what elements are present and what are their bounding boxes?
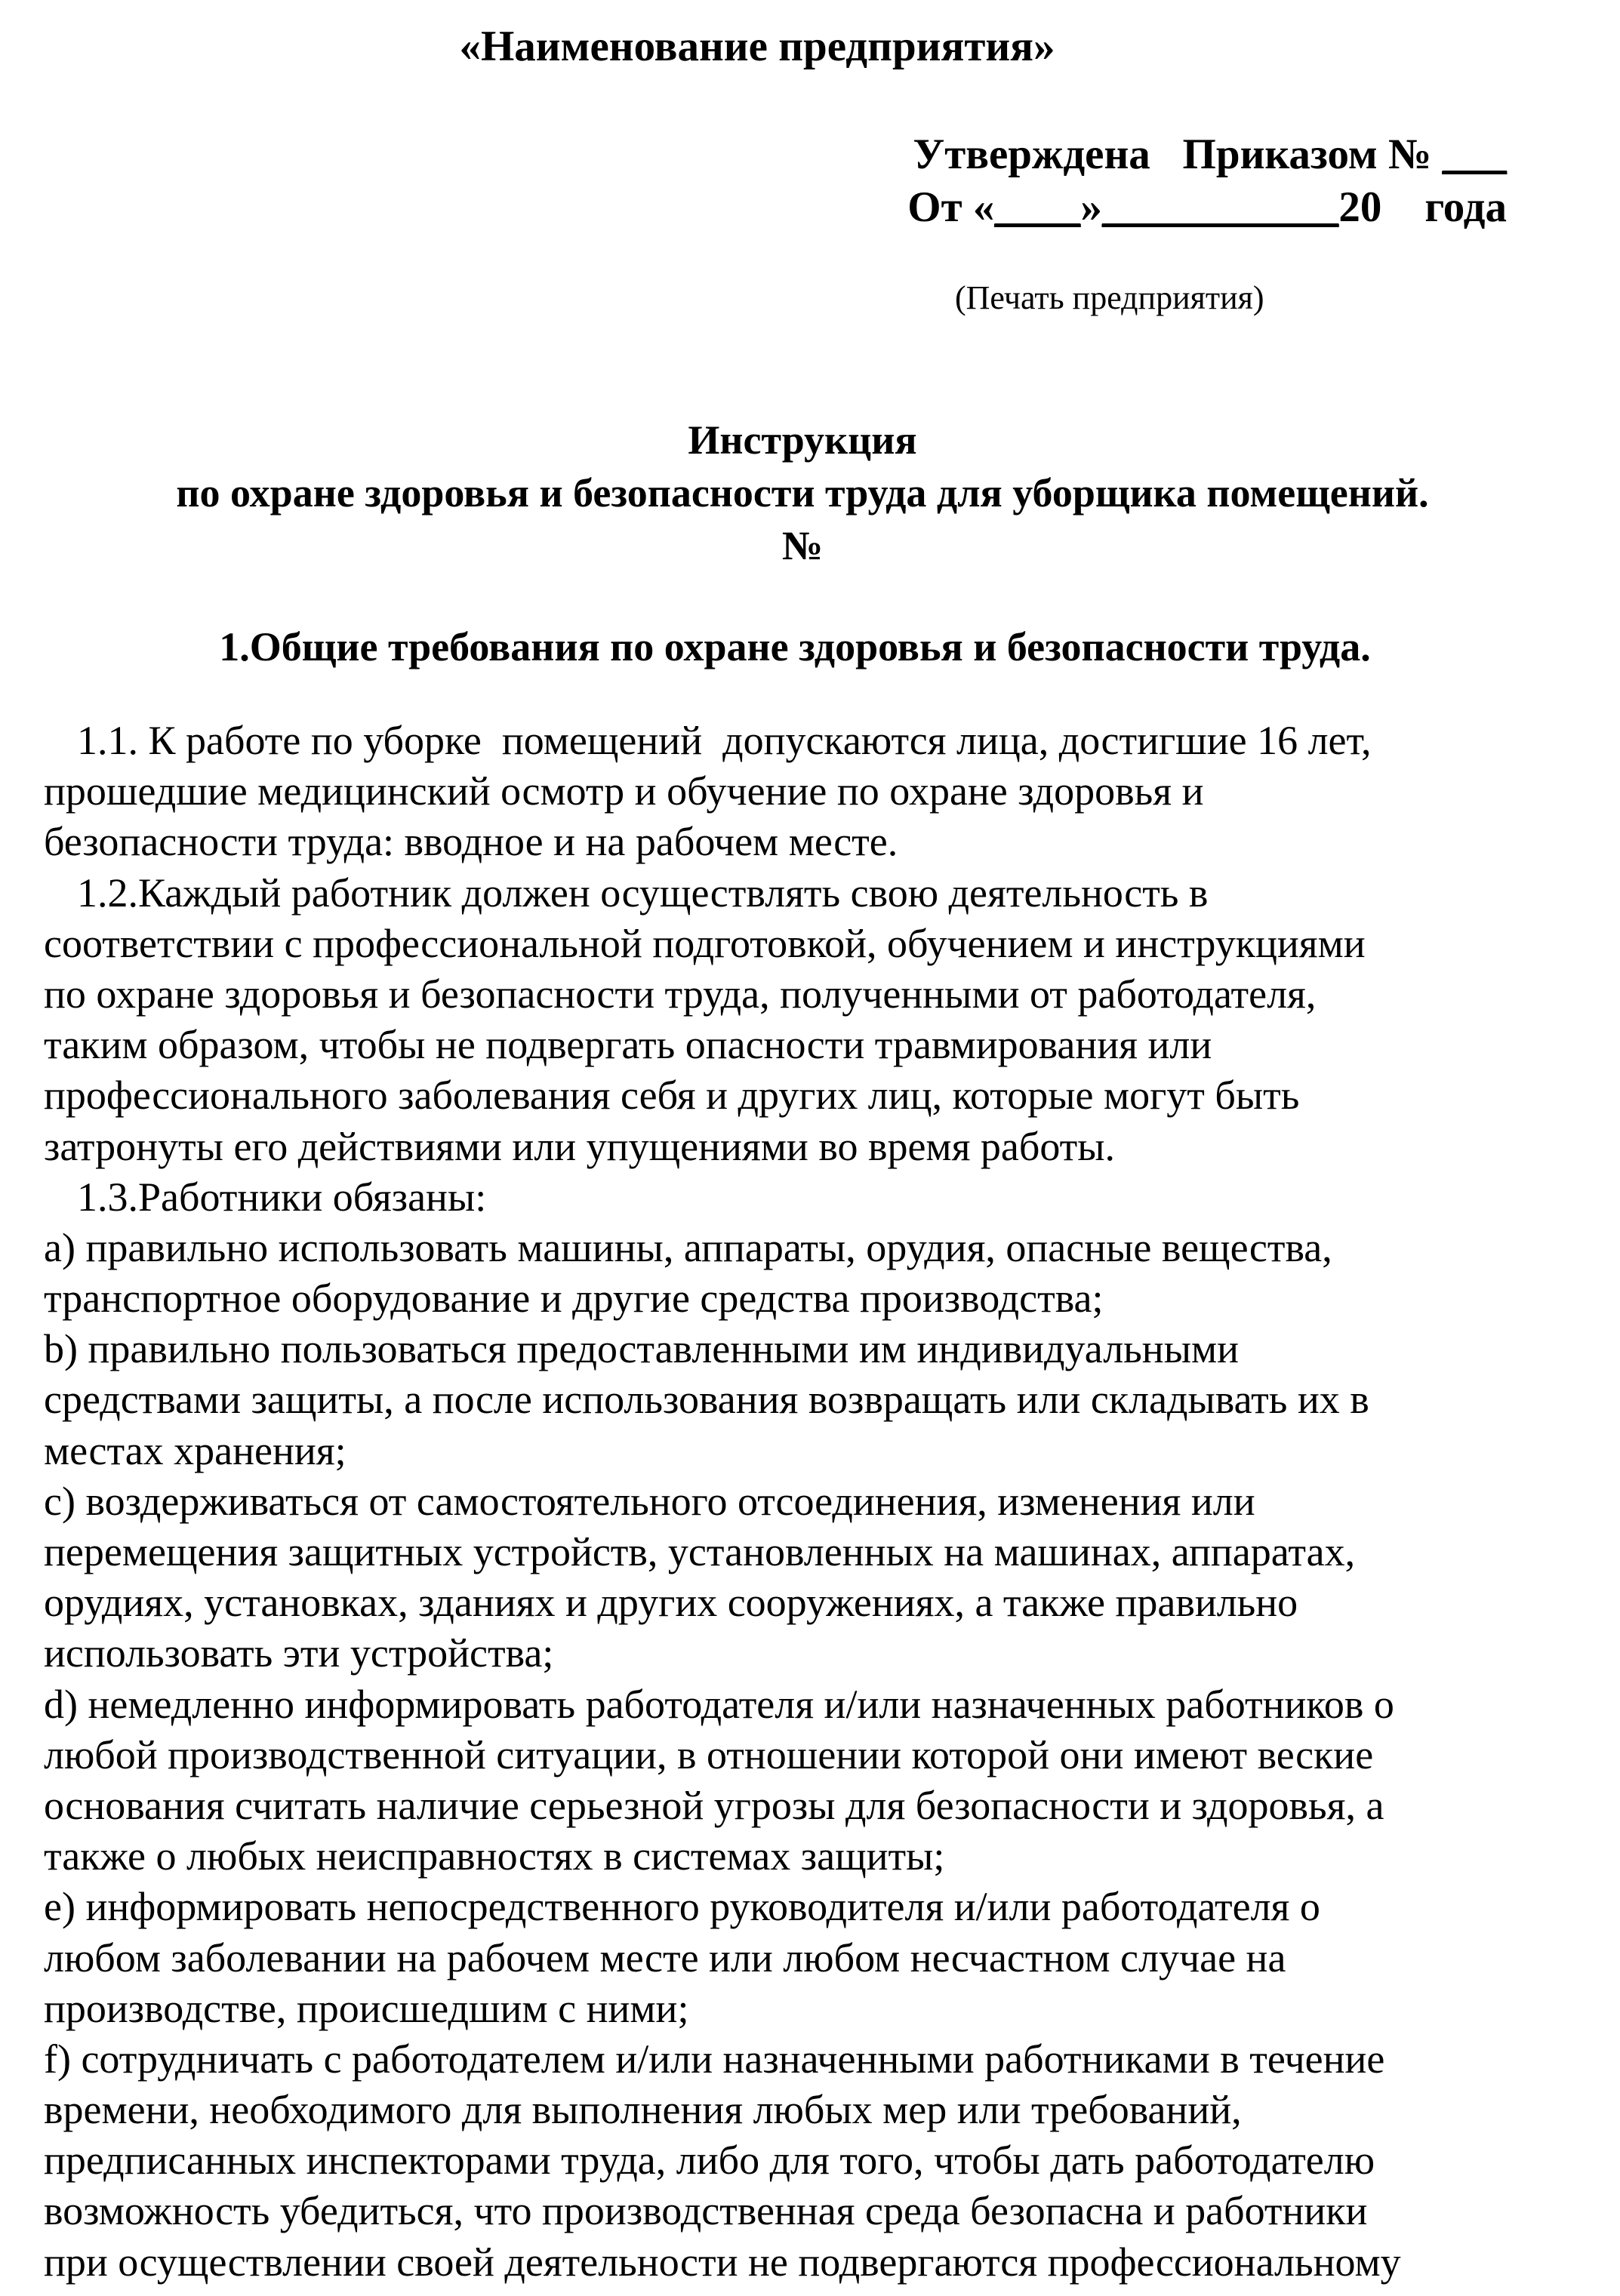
body-line: перемещения защитных устройств, установленных на машинах, аппаратах, [44, 1529, 1356, 1574]
body-line: d) немедленно информировать работодателя и/или назначенных работников о [44, 1681, 1394, 1727]
body-line: 1.1. К работе по уборке помещений допускаются лица, достигшие 16 лет, [77, 718, 1372, 763]
body-line: возможность убедиться, что производственная среда безопасна и работники [44, 2188, 1368, 2234]
date-month-blank: ___________ [1101, 183, 1339, 231]
body-line: f) сотрудничать с работодателем и/или назначенными работниками в течение [44, 2036, 1385, 2082]
section-1-heading-text: 1.Общие требования по охране здоровья и безопасности труда. [219, 624, 1371, 669]
body-line: a) правильно использовать машины, аппараты, орудия, опасные вещества, [44, 1224, 1332, 1270]
section-1-body [44, 716, 1569, 2288]
body-line: также о любых неисправностях в системах защиты; [44, 1833, 945, 1879]
title-line-3: № [781, 523, 824, 568]
body-line: 1.3.Работники обязаны: [77, 1174, 487, 1220]
section-1-heading [0, 620, 1620, 673]
body-line: b) правильно пользоваться предоставленными им индивидуальными [44, 1326, 1240, 1372]
approval-date-line [907, 181, 1507, 234]
body-line: производстве, происшедшим с ними; [44, 1985, 689, 2031]
body-line: c) воздерживаться от самостоятельного отсоединения, изменения или [44, 1478, 1255, 1524]
body-line: любом заболевании на рабочем месте или любом несчастном случае на [44, 1934, 1286, 1981]
company-name: «Наименование предприятия» [459, 23, 1055, 70]
order-number-blank: ___ [1442, 131, 1507, 178]
body-line: при осуществлении своей деятельности не подвергаются профессиональному [44, 2239, 1401, 2285]
date-mid: » [1080, 183, 1102, 231]
body-line: по охране здоровья и безопасности труда, полученными от работодателя, [44, 971, 1317, 1017]
document-title [0, 414, 1620, 572]
body-line: средствами защиты, а после использования возвращать или складывать их в [44, 1377, 1369, 1423]
body-line: любой производственной ситуации, в отношении которой они имеют веские [44, 1731, 1374, 1777]
body-line: таким образом, чтобы не подвергать опасности травмирования или [44, 1022, 1212, 1068]
body-line: безопасности труда: вводное и на рабочем месте. [44, 819, 898, 865]
title-line-2: по охране здоровья и безопасности труда для уборщика помещений. [176, 470, 1429, 516]
approval-prefix: Утверждена Приказом № [913, 131, 1443, 178]
body-line: 1.2.Каждый работник должен осуществлять свою деятельность в [77, 869, 1209, 916]
body-line: затронуты его действиями или упущениями во время работы. [44, 1123, 1116, 1169]
body-line: соответствии с профессиональной подготовкой, обучением и инструкциями [44, 920, 1366, 966]
body-line: орудиях, установках, зданиях и других сооружениях, а также правильно [44, 1580, 1298, 1626]
body-line: прошедшие медицинский осмотр и обучение по охране здоровья и [44, 768, 1204, 814]
body-line: времени, необходимого для выполнения любых мер или требований, [44, 2087, 1242, 2133]
body-line: профессионального заболевания себя и других лиц, которые могут быть [44, 1073, 1300, 1119]
seal-placeholder: (Печать предприятия) [955, 279, 1264, 316]
body-line: местах хранения; [44, 1427, 346, 1473]
body-line: e) информировать непосредственного руководителя и/или работодателя о [44, 1884, 1320, 1930]
body-line: транспортное оборудование и другие средства производства; [44, 1276, 1104, 1322]
approval-order-line [907, 128, 1507, 181]
date-day-blank: ____ [994, 183, 1081, 231]
date-prefix: От « [907, 183, 995, 231]
title-line-1: Инструкция [688, 417, 917, 463]
date-year-suffix: 20 года [1338, 183, 1507, 231]
body-line: основания считать наличие серьезной угрозы для безопасности и здоровья, а [44, 1782, 1384, 1828]
approval-block [907, 128, 1507, 234]
body-line: предписанных инспекторами труда, либо для того, чтобы дать работодателю [44, 2137, 1375, 2184]
body-line: использовать эти устройства; [44, 1630, 554, 1676]
